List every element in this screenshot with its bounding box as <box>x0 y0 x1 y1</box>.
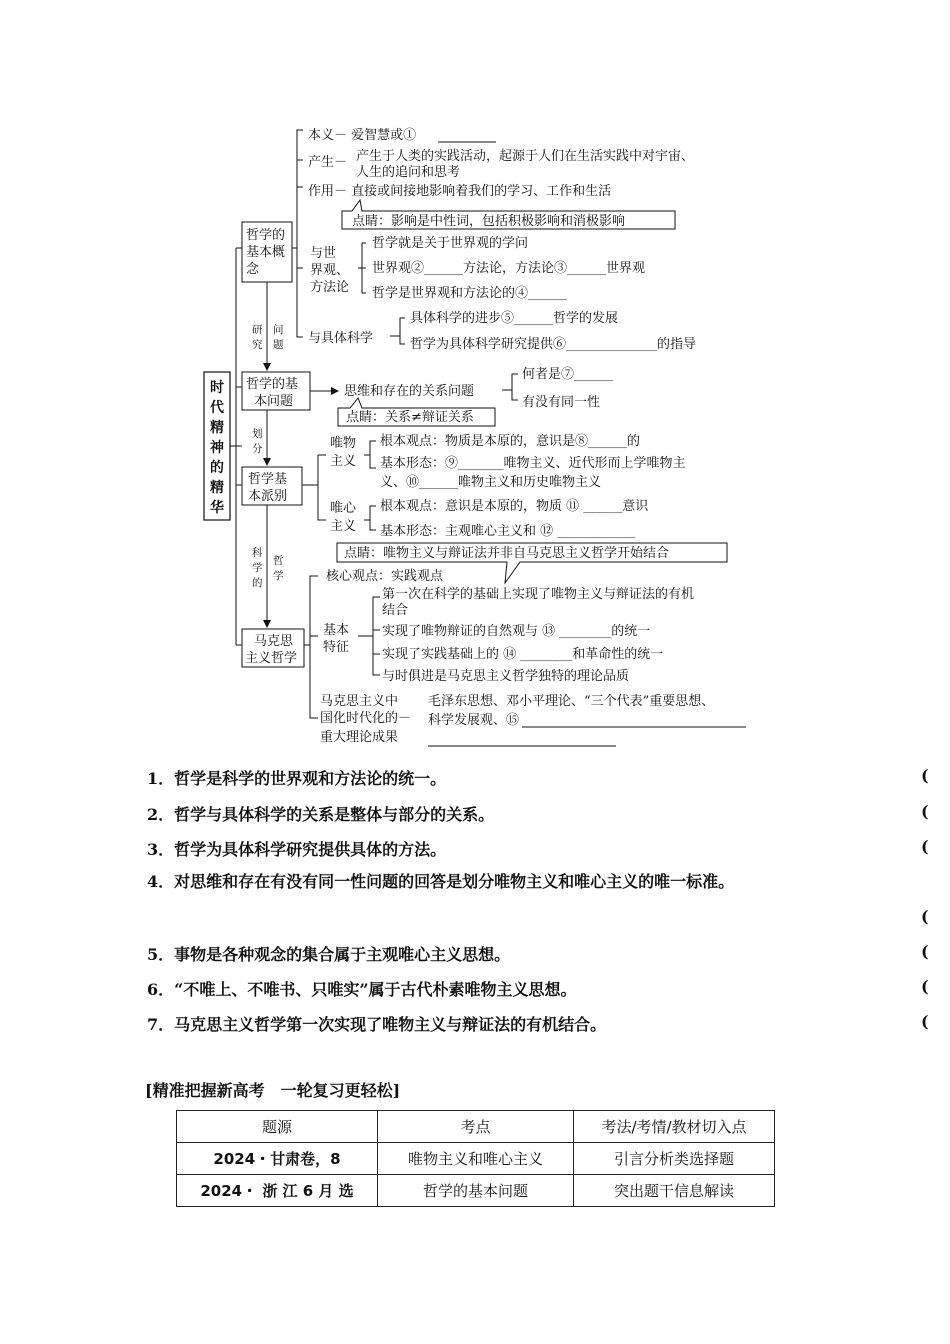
answer-paren-1[interactable]: ( <box>921 766 929 785</box>
wv-1: 哲学就是关于世界观的学问 <box>372 236 529 251</box>
answer-paren-6[interactable]: ( <box>921 977 929 996</box>
root-char: 时 <box>210 380 224 396</box>
china-label-1: 马克思主义中 <box>320 694 399 709</box>
node-schools-l2: 本派别 <box>248 489 288 504</box>
mat-3: 义、⑩______唯物主义和历史唯物主义 <box>380 475 602 490</box>
node-basic-problem <box>242 372 310 410</box>
feat-1a: 第一次在科学的基础上实现了唯物主义与辩证法的有机 <box>382 587 695 602</box>
sci-2: 哲学为具体科学研究提供⑥______________的指导 <box>410 337 697 352</box>
wv-3: 哲学是世界观和方法论的④______ <box>372 286 568 301</box>
table-header-row <box>177 1111 775 1143</box>
feat-3: 实现了实践基础上的 ⑭ ________和革命性的统一 <box>382 647 664 662</box>
ide-1: 根本观点：意识是本原的，物质 ⑪ ______意识 <box>380 499 649 514</box>
sci-1: 具体科学的进步⑤______哲学的发展 <box>410 311 619 326</box>
wv-label-2: 界观、 <box>310 263 350 278</box>
mat-1: 根本观点：物质是本原的，意识是⑧______的 <box>380 434 641 449</box>
node-philosophy-schools <box>242 467 302 505</box>
answer-paren-7[interactable]: ( <box>921 1012 929 1031</box>
ide-label-1: 唯心 <box>330 501 357 516</box>
node-marx-l1: 马克思 <box>254 634 294 649</box>
note-relation-callout <box>338 398 495 426</box>
table-cell: 2024・ 浙 江 6 月 选 <box>177 1175 378 1207</box>
marx-core: 核心观点：实践观点 <box>326 569 444 584</box>
mat-label-2: 主义 <box>330 454 357 469</box>
conn-sci-3: 的 <box>252 577 263 589</box>
note-influence-callout <box>342 200 675 229</box>
exam-table <box>176 1110 775 1207</box>
svg-text:时代精神的精华 <box>210 380 225 516</box>
answer-paren-4[interactable]: ( <box>921 907 929 926</box>
statement-6: 6．“不唯上、不唯书、只唯实”属于古代朴素唯物主义思想。 <box>147 980 577 999</box>
table-cell: 哲学的基本问题 <box>378 1175 574 1207</box>
ide-label-2: 主义 <box>330 519 357 534</box>
china-label-3: 重大理论成果 <box>320 730 399 745</box>
table-cell: 突出题干信息解读 <box>574 1175 775 1207</box>
table-cell: 2024・甘肃卷，8 <box>177 1143 378 1175</box>
sci-label: 与具体科学 <box>308 331 374 346</box>
conn-research-2: 究 <box>252 339 263 351</box>
basic-q1: 何者是⑦______ <box>522 367 614 382</box>
note-2-text: 点睛：关系≠辩证关系 <box>346 410 474 425</box>
mat-label-1: 唯物 <box>330 436 357 451</box>
table-header: 考点 <box>378 1111 574 1143</box>
ide-2: 基本形态：主观唯心主义和 ⑫ ____________ <box>380 524 636 539</box>
concept-origin-label: 产生－ <box>308 155 348 170</box>
china-2: 科学发展观、⑮ <box>428 713 520 728</box>
feat-2: 实现了唯物辩证的自然观与 ⑬ ________的统一 <box>382 624 651 639</box>
conn-divide-2: 分 <box>252 443 263 455</box>
conn-divide-1: 划 <box>252 428 263 440</box>
wv-label-1: 与世 <box>310 246 337 261</box>
root-char: 精 <box>210 420 224 436</box>
root-node <box>204 372 230 520</box>
root-char: 的 <box>210 460 224 476</box>
note-1-text: 点睛：影响是中性词，包括积极影响和消极影响 <box>352 214 626 229</box>
mat-2: 基本形态：⑨_______唯物主义、近代形而上学唯物主 <box>380 456 686 471</box>
feat-label-1: 基本 <box>323 623 350 638</box>
conn-sci-2: 学 <box>252 562 263 574</box>
root-char: 神 <box>210 440 224 456</box>
root-char: 华 <box>210 500 224 516</box>
root-char: 精 <box>210 480 224 496</box>
concept-effect: 作用－ 直接或间接地影响着我们的学习、工作和生活 <box>308 184 612 199</box>
section-title: [精准把握新高考 一轮复习更轻松] <box>145 1081 401 1100</box>
china-label-2: 国化时代化的－ <box>320 711 412 726</box>
table-cell: 唯物主义和唯心主义 <box>378 1143 574 1175</box>
node-basic-l2: 本问题 <box>254 394 294 409</box>
basic-relation: 思维和存在的关系问题 <box>344 384 475 399</box>
china-1: 毛泽东思想、邓小平理论、“三个代表”重要思想、 <box>428 694 715 709</box>
root-char: 代 <box>210 400 224 416</box>
statement-2: 2．哲学与具体科学的关系是整体与部分的关系。 <box>147 805 495 824</box>
conn-research-1: 研 <box>252 324 263 336</box>
node-marxist-philosophy <box>242 629 304 667</box>
statement-7: 7．马克思主义哲学第一次实现了唯物主义与辩证法的有机结合。 <box>147 1015 607 1034</box>
node-concept-l3: 念 <box>246 262 260 277</box>
statement-4: 4．对思维和存在有没有同一性问题的回答是划分唯物主义和唯心主义的唯一标准。 <box>147 872 735 891</box>
note-3-text: 点睛：唯物主义与辩证法并非自马克思主义哲学开始结合 <box>344 546 670 561</box>
answer-paren-3[interactable]: ( <box>921 837 929 856</box>
wv-label-3: 方法论 <box>310 280 350 295</box>
conn-sci-1: 科 <box>252 547 263 559</box>
feat-label-2: 特征 <box>323 640 350 655</box>
feat-4: 与时俱进是马克思主义哲学独特的理论品质 <box>382 669 630 684</box>
node-concept-l1: 哲学的 <box>246 228 286 243</box>
feat-1b: 结合 <box>382 603 409 618</box>
conn-research-3: 问 <box>273 324 284 336</box>
statement-1: 1．哲学是科学的世界观和方法论的统一。 <box>147 769 447 788</box>
conn-research-4: 题 <box>273 339 284 351</box>
table-row <box>177 1175 775 1207</box>
concept-origin-1: 产生于人类的实践活动，起源于人们在生活实践中对宇宙、 <box>356 149 695 164</box>
node-basic-l1: 哲学的基 <box>246 377 299 392</box>
conn-sci-4: 哲 <box>273 555 284 567</box>
node-concept-l2: 基本概 <box>246 245 286 260</box>
statement-3: 3．哲学为具体科学研究提供具体的方法。 <box>147 840 447 859</box>
answer-paren-5[interactable]: ( <box>921 942 929 961</box>
node-marx-l2: 主义哲学 <box>245 651 298 666</box>
wv-2: 世界观②______方法论，方法论③______世界观 <box>372 261 646 276</box>
node-schools-l1: 哲学基 <box>248 472 288 487</box>
concept-origin-2: 人生的追问和思考 <box>356 165 461 180</box>
concept-meaning: 本义－ 爱智慧或① <box>308 128 417 143</box>
table-header: 考法/考情/教材切入点 <box>574 1111 775 1143</box>
answer-paren-2[interactable]: ( <box>921 802 929 821</box>
table-header: 题源 <box>177 1111 378 1143</box>
basic-q2: 有没有同一性 <box>522 395 601 410</box>
table-row <box>177 1143 775 1175</box>
table-cell: 引言分析类选择题 <box>574 1143 775 1175</box>
conn-sci-5: 学 <box>273 570 284 582</box>
statement-5: 5．事物是各种观念的集合属于主观唯心主义思想。 <box>147 945 511 964</box>
node-basic-concept <box>242 222 292 282</box>
